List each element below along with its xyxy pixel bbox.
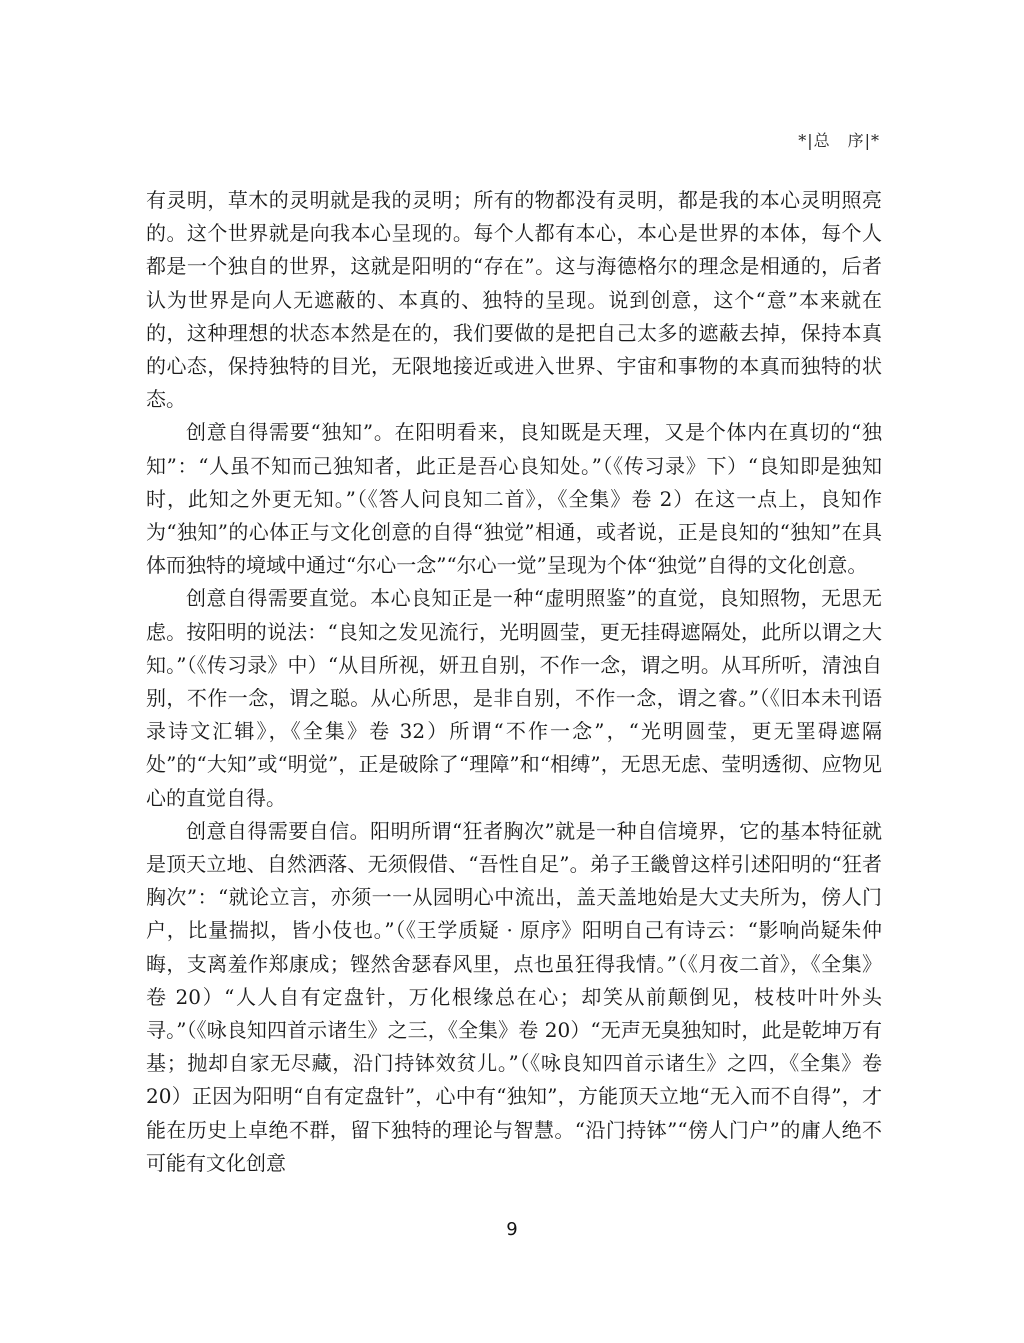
- paragraph-intuition: 创意自得需要直觉。本心良知正是一种“虚明照鉴”的直觉，良知照物，无思无虑。按阳明的说法：“良知之发见流行，光明圆莹，更无挂碍遮隔处，此所以谓之大知。”（《传习录》中）“从目所视，妍丑自别，不作一念，谓之明。从耳所听，清浊自别，不作一念，谓之聪。从心所思，是非自别，不作一念，谓之睿。”（《旧本未刊语录诗文汇辑》，《全集》卷 32）所谓“不作一念”，“光明圆莹，更无罣碍遮隔处”的“大知”或“明觉”，正是破除了“理障”和“相缚”，无思无虑、莹明透彻、应物见心的直觉自得。: [146, 586, 882, 810]
- body-text: [146, 184, 882, 1180]
- running-header: *|总 序|*: [798, 131, 880, 150]
- paragraph-independent-knowing: 创意自得需要“独知”。在阳明看来，良知既是天理，又是个体内在真切的“独知”：“人虽不知而己独知者，此正是吾心良知处。”（《传习录》下）“良知即是独知时，此知之外更无知。”（《答人问良知二首》，《全集》卷 2）在这一点上，良知作为“独知”的心体正与文化创意的自得“独觉”相通，或者说，正是良知的“独知”在具体而独特的境域中通过“尔心一念”“尔心一觉”呈现为个体“独觉”自得的文化创意。: [146, 420, 882, 578]
- paragraph-continued: 有灵明，草木的灵明就是我的灵明；所有的物都没有灵明，都是我的本心灵明照亮的。这个世界就是向我本心呈现的。每个人都有本心，本心是世界的本体，每个人都是一个独自的世界，这就是阳明的“存在”。这与海德格尔的理念是相通的，后者认为世界是向人无遮蔽的、本真的、独特的呈现。说到创意，这个“意”本来就在的，这种理想的状态本然是在的，我们要做的是把自己太多的遮蔽去掉，保持本真的心态，保持独特的目光，无限地接近或进入世界、宇宙和事物的本真而独特的状态。: [146, 188, 882, 412]
- paragraph-self-confidence: 创意自得需要自信。阳明所谓“狂者胸次”就是一种自信境界，它的基本特征就是顶天立地、自然洒落、无须假借、“吾性自足”。弟子王畿曾这样引述阳明的“狂者胸次”：“就论立言，亦须一一从园明心中流出，盖天盖地始是大丈夫所为，傍人门户，比量揣拟，皆小伎也。”（《王学质疑 · 原序》阳明自己有诗云：“影响尚疑朱仲晦，支离羞作郑康成；铿然舍瑟春风里，点也虽狂得我情。”（《月夜二首》，《全集》卷 20）“人人自有定盘针，万化根缘总在心；却笑从前颠倒见，枝枝叶叶外头寻。”（《咏良知四首示诸生》之三，《全集》卷 20）“无声无臭独知时，此是乾坤万有基；抛却自家无尽藏，沿门持钵效贫儿。”（《咏良知四首示诸生》之四，《全集》卷 20）正因为阳明“自有定盘针”，心中有“独知”，方能顶天立地“无入而不自得”，才能在历史上卓绝不群，留下独特的理论与智慧。“沿门持钵”“傍人门户”的庸人绝不可能有文化创意: [146, 818, 882, 1175]
- page-number: 9: [506, 1219, 518, 1240]
